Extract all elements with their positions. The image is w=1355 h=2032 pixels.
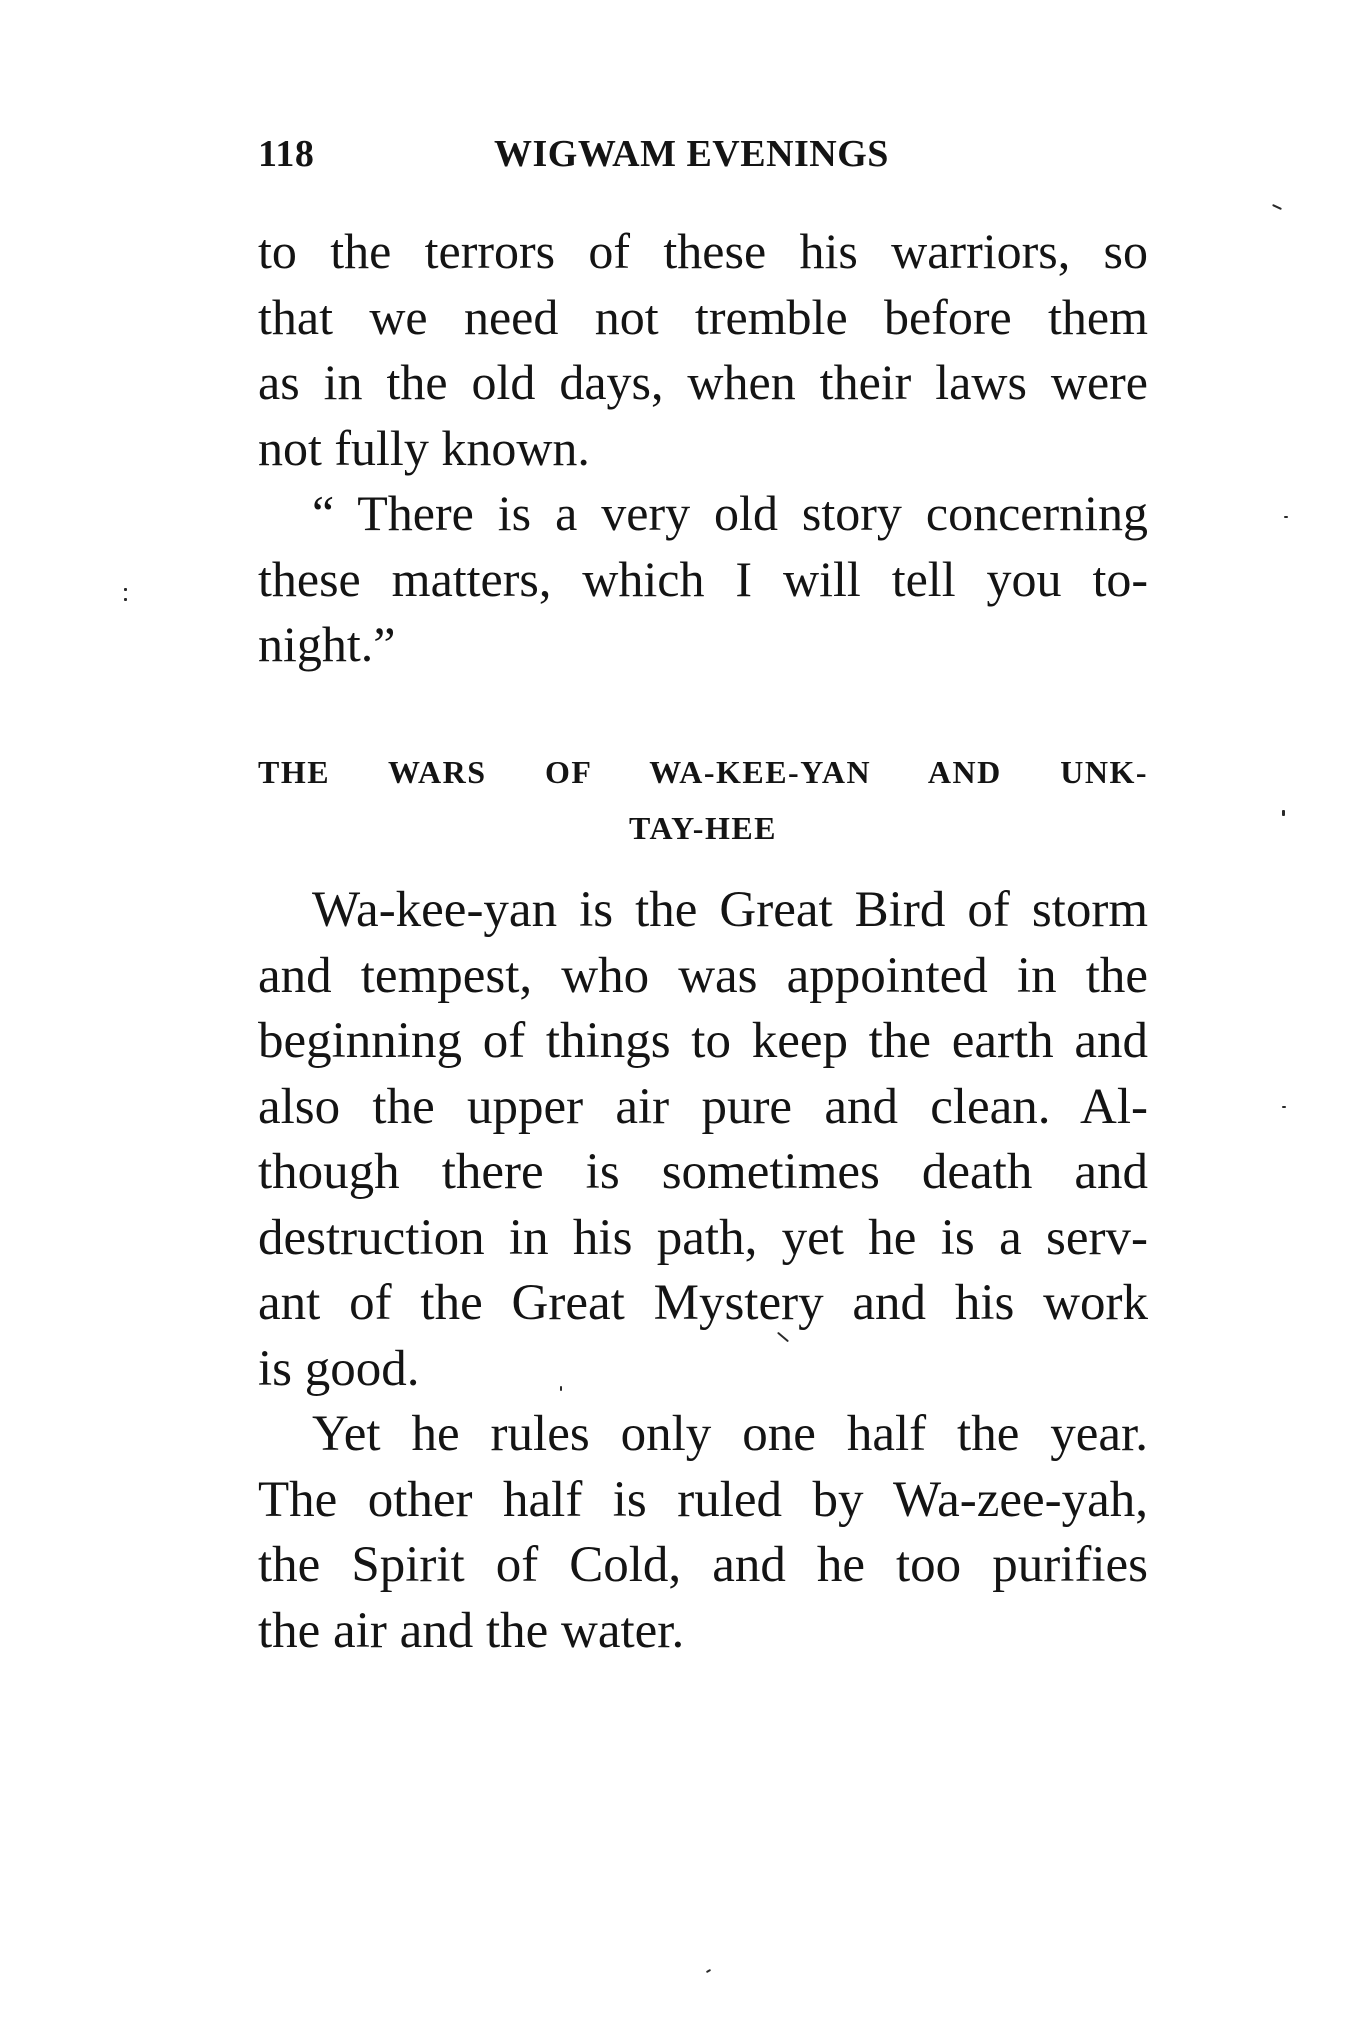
scan-speck xyxy=(124,598,127,601)
scan-speck xyxy=(1282,810,1285,816)
page-number: 118 xyxy=(258,133,315,175)
chapter-heading xyxy=(258,744,1148,856)
text-line: night.” xyxy=(258,616,396,672)
text-line: though there is sometimes death and xyxy=(258,1144,1148,1200)
text-line: ant of the Great Mystery and his work xyxy=(258,1275,1148,1331)
scan-speck xyxy=(1272,204,1282,210)
scan-speck xyxy=(124,588,127,591)
chapter-heading-line: TAY-HEE xyxy=(628,810,778,846)
page-header xyxy=(258,132,1158,182)
text-line: destruction in his path, yet he is a serv- xyxy=(258,1209,1148,1266)
text-line: is good. xyxy=(258,1340,420,1397)
text-line: that we need not tremble before them xyxy=(258,288,1148,345)
scan-speck xyxy=(706,1969,711,1973)
text-line: Wa-kee-yan is the Great Bird of storm xyxy=(312,882,1148,938)
text-line: these matters, which I will tell you to- xyxy=(258,550,1148,607)
text-line: The other half is ruled by Wa-zee-yah, xyxy=(258,1471,1148,1528)
text-line: the air and the water. xyxy=(258,1602,685,1659)
running-title: WIGWAM EVENINGS xyxy=(494,133,889,175)
scan-speck xyxy=(560,1386,562,1391)
chapter-heading-line: THE WARS OF WA-KEE-YAN AND UNK- xyxy=(258,754,1148,790)
text-line: beginning of things to keep the earth and xyxy=(258,1013,1148,1069)
text-line: to the terrors of these his warriors, so xyxy=(258,223,1148,279)
chapter-text xyxy=(258,878,1148,1664)
text-line: as in the old days, when their laws were xyxy=(258,354,1148,410)
opening-text xyxy=(258,219,1148,678)
scan-speck xyxy=(1284,516,1288,518)
text-line: the Spirit of Cold, and he too purifies xyxy=(258,1537,1148,1593)
scan-speck xyxy=(1282,1106,1286,1108)
text-line: “ There is a very old story concerning xyxy=(312,485,1148,541)
text-line: also the upper air pure and clean. Al- xyxy=(258,1078,1148,1135)
text-line: and tempest, who was appointed in the xyxy=(258,947,1148,1004)
text-line: not fully known. xyxy=(258,419,590,476)
text-line: Yet he rules only one half the year. xyxy=(312,1406,1148,1462)
